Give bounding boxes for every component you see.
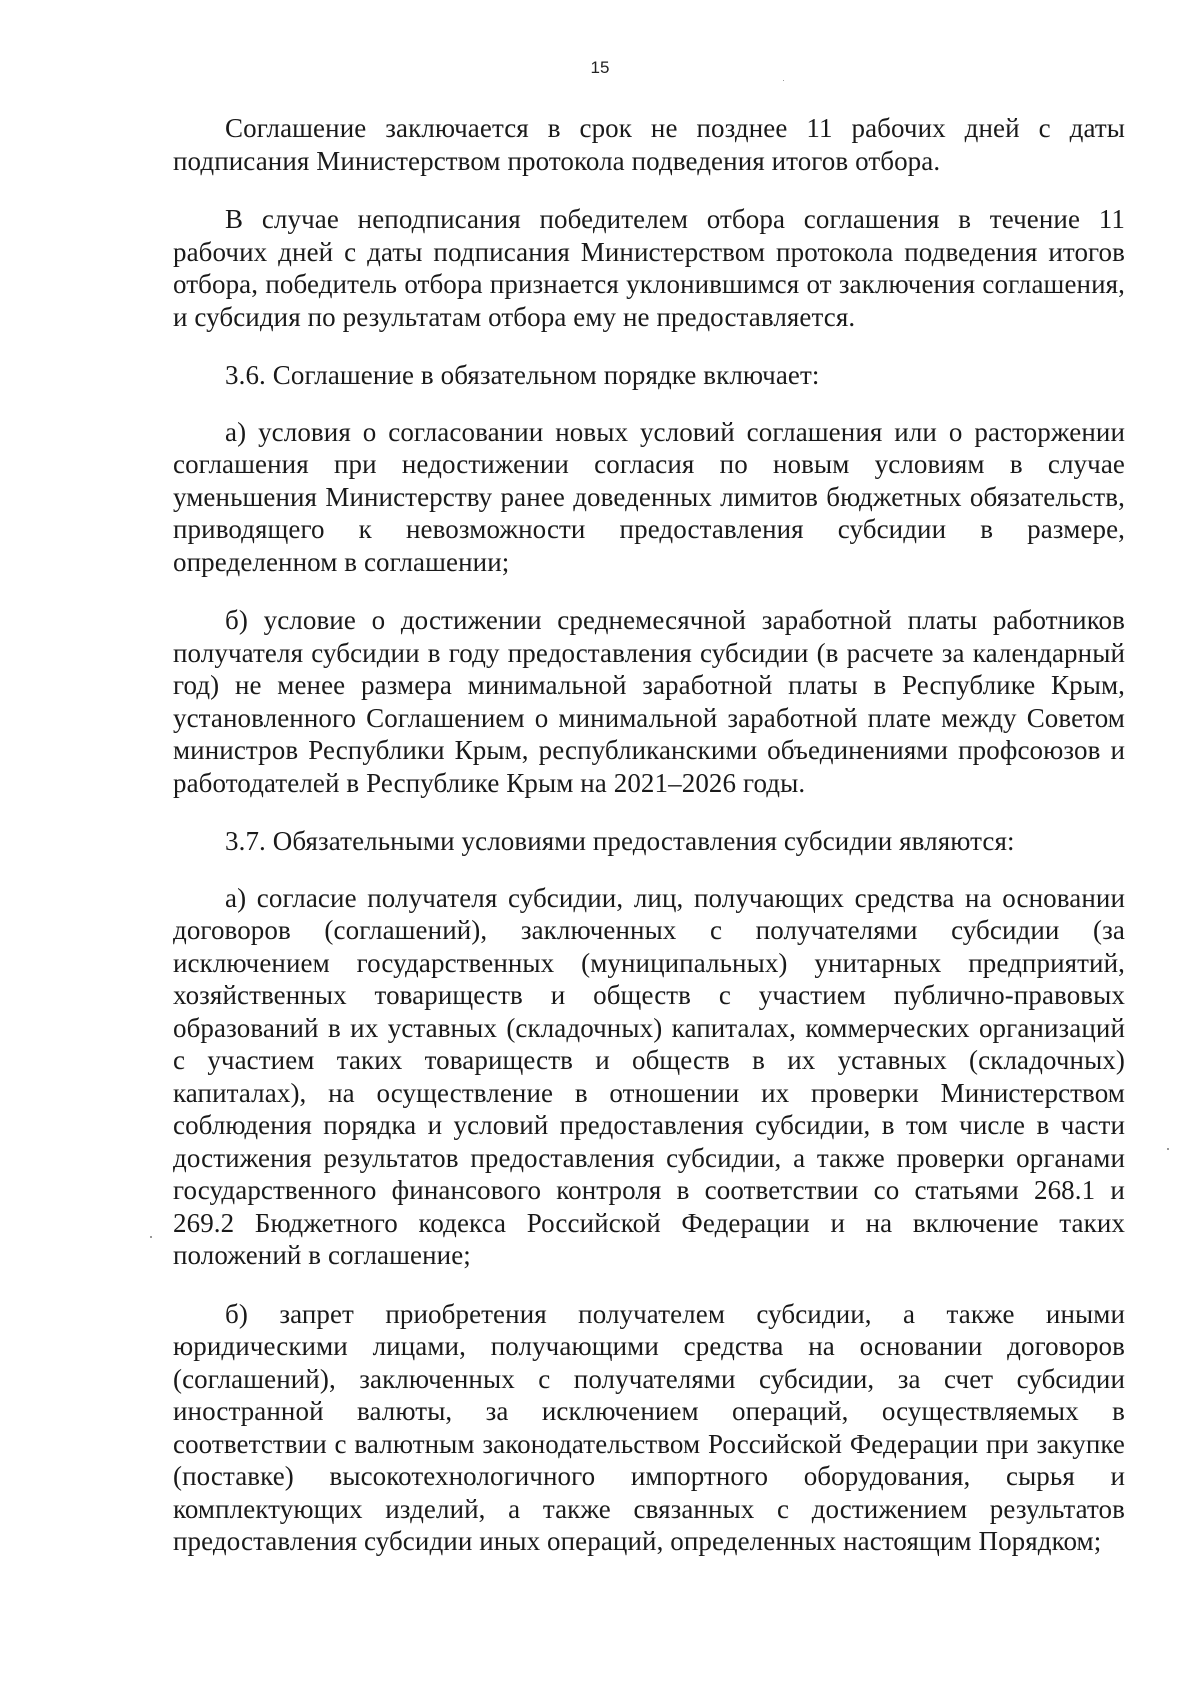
- paragraph-3-7-heading: 3.7. Обязательными условиями предоставления субсидии являются:: [225, 826, 1015, 856]
- paragraph-3-6-b: б) условие о достижении среднемесячной заработной платы работников получателя субсидии в году предоставления субсидии (в расчете за календарный год) не менее размера минимальной заработной платы в Республике Крым, установленного Соглашением о минимальной заработной плате между Советом министров Республики Крым, республиканскими объединениями профсоюзов и работодателей в Республике Крым на 2021–2026 годы.: [173, 605, 1125, 798]
- paragraph-3-7-b: б) запрет приобретения получателем субсидии, а также иными юридическими лицами, получающими средства на основании договоров (соглашений), заключенных с получателями субсидии, за счет субсидии иностранной валюты, за исключением операций, осуществляемых в соответствии с валютным законодательством Российской Федерации при закупке (поставке) высокотехнологичного импортного оборудования, сырья и комплектующих изделий, а также связанных с достижением результатов предоставления субсидии иных операций, определенных настоящим Порядком;: [173, 1298, 1125, 1556]
- paragraph-3-6-a: а) условия о согласовании новых условий соглашения или о расторжении соглашения при недостижении согласия по новым условиям в случае уменьшения Министерству ранее доведенных лимитов бюджетных обязательств, приводящего к невозможности предоставления субсидии в размере, определенном в соглашении;: [173, 416, 1125, 577]
- scan-speck: [150, 1236, 152, 1238]
- document-body: [173, 112, 1125, 1584]
- scan-speck: [1167, 1148, 1169, 1150]
- paragraph-agreement-deadline: Соглашение заключается в срок не позднее 11 рабочих дней с даты подписания Министерством протокола подведения итогов отбора.: [173, 113, 1125, 176]
- paragraph-3-7-a: а) согласие получателя субсидии, лиц, получающих средства на основании договоров (соглашений), заключенных с получателями субсидии (за исключением государственных (муниципальных) унитарных предприятий, хозяйственных товариществ и обществ с участием публично-правовых образований в их уставных (складочных) капиталах, коммерческих организаций с участием таких товариществ и обществ в их уставных (складочных) капиталах), на осуществление в отношении их проверки Министерством соблюдения порядка и условий предоставления субсидии, в том числе в части достижения результатов предоставления субсидии, а также проверки органами государственного финансового контроля в соответствии со статьями 268.1 и 269.2 Бюджетного кодекса Российской Федерации и на включение таких положений в соглашение;: [173, 882, 1125, 1270]
- paragraph-3-6-heading: 3.6. Соглашение в обязательном порядке включает:: [225, 360, 820, 390]
- page-number: 15: [590, 58, 610, 77]
- scan-speck: [783, 80, 784, 81]
- paragraph-non-signing: В случае неподписания победителем отбора соглашения в течение 11 рабочих дней с даты подписания Министерством протокола подведения итогов отбора, победитель отбора признается уклонившимся от заключения соглашения, и субсидия по результатам отбора ему не предоставляется.: [173, 204, 1125, 332]
